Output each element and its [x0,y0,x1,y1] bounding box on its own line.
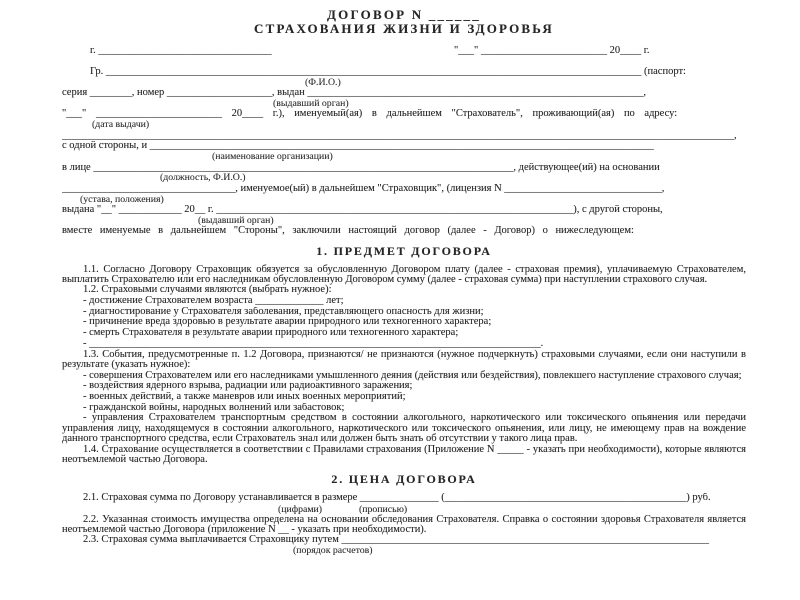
clause-1-3-item-nuclear: - воздействия ядерного взрыва, радиации или радиоактивного заражения; [83,381,413,392]
preamble-second-party-line: с одной стороны, и ________________________________________________________________________________________________ [62,141,654,152]
caption-issuing-authority-1: (выдавший орган) [273,99,349,109]
clause-1-3-item-intoxication: - управления Страхователем транспортным средством в состоянии алкогольного, наркотического или токсического опьянения или передачи управления лицу, находящемуся в состоянии алкогольного, наркотического или токсического опьянения, или лицу, не имеющему прав на вождение данного транспортного средства, если Страхователь знал или должен быть знать об отсутствии у такого лица прав. [62,412,746,445]
caption-amount-row [62,504,746,514]
city-blank-line: г. _________________________________ [90,45,272,56]
preamble-parties-paragraph: вместе именуемые в дальнейшем "Стороны", заключили настоящий договор (далее - Договор) о нижеследующем: [62,225,634,237]
clause-1-4: 1.4. Страхование осуществляется в соответствии с Правилами страхования (Приложение N _____ - указать при необходимости), которые являются неотъемлемой частью Договора. [62,443,746,466]
clause-1-2-item-diagnosis: - диагностирование у Страхователя заболевания, представляющего опасность для жизни; [83,306,484,317]
date-blank-line: "___" ________________________ 20____ г. [454,45,650,56]
clause-1-3-item-military: - военных действий, а также маневров или иных военных мероприятий; [83,391,406,402]
caption-in-words: (прописью) [359,504,408,516]
clause-1-2-item-injury: - причинение вреда здоровью в результате аварии природного или техногенного характера; [83,317,492,328]
caption-organization-name: (наименование организации) [212,152,333,163]
preamble-address-blank-line: ________________________________________________________________________________________________________________________________, [62,130,737,141]
clause-1-2-item-death: - смерть Страхователя в результате аварии природного или техногенного характера; [83,328,459,339]
document-subtitle: СТРАХОВАНИЯ ЖИЗНИ И ЗДОРОВЬЯ [254,21,554,36]
document-title: ДОГОВОР N ______ [327,7,481,22]
section-2-heading: 2. ЦЕНА ДОГОВОРА [331,472,477,487]
city-date-row [62,45,746,57]
clause-1-2: 1.2. Страховыми случаями являются (выбрать нужное): [83,284,332,296]
clause-1-3: 1.3. События, предусмотренные п. 1.2 Договора, признаются/ не признаются (нужное подчеркнуть) страховыми случаями, если они наступили в результате (указать нужное): [62,348,746,371]
clause-1-2-item-blank: - ______________________________________________________________________________________. [83,339,544,350]
clause-2-3: 2.3. Страховая сумма выплачивается Страховщику путем ______________________________________________________________________ [83,535,709,546]
preamble-citizen-line: Гр. ______________________________________________________________________________________________________ (паспорт: [90,67,686,77]
caption-issue-date: (дата выдачи) [92,120,150,131]
clause-1-3-item-intentional-act: - совершения Страхователем или его наследниками умышленного деяния (действия или бездействия), повлекшего наступление страхового случая; [83,369,742,381]
caption-in-digits: (цифрами) [278,504,323,516]
preamble-passport-line: серия ________, номер ____________________, выдан ________________________________________________________________, [62,88,647,99]
caption-settlement-order: (порядок расчетов) [293,546,373,557]
caption-issuing-authority-2: (выдавший орган) [198,215,274,226]
caption-charter: (устава, положения) [80,194,164,205]
clause-1-2-item-age: - достижение Страхователем возраста _____________ лет; [83,295,344,306]
clause-2-1: 2.1. Страховая сумма по Договору устанавливается в размере _______________ (______________________________________________) руб. [83,493,711,504]
contract-document-page [62,8,746,557]
preamble-issue-date-line: "___" ________________________ 20____ г.), именуемый(ая) в дальнейшем "Страхователь", проживающий(ая) по адресу: [62,109,678,120]
clause-2-2: 2.2. Указанная стоимость имущества определена на основании обследования Страхователя. Справка о состоянии здоровья Страхователя является неотъемлемой частью Договора (приложение N __ - указать при необходимости). [62,513,746,536]
clause-1-3-item-civil-war: - гражданской войны, народных волнений или забастовок; [83,402,345,413]
preamble-license-issued-line: выдана "__" ____________ 20__ г. ____________________________________________________________________), с другой стороны, [62,205,663,216]
section-1-heading: 1. ПРЕДМЕТ ДОГОВОРА [316,243,492,258]
preamble-insurer-license-line: _________________________________, именуемое(ый) в дальнейшем "Страховщик", (лицензия N ______________________________, [62,183,665,194]
caption-position-name: (должность, Ф.И.О.) [160,173,246,184]
clause-1-1: 1.1. Согласно Договору Страховщик обязуется за обусловленную Договором плату (далее - страховая премия), уплачиваемую Страхователем, выплатить Страхователю или его наследникам обусловленную Договором сумму (далее - страховая сумма) при наступлении страхового случая. [62,263,746,286]
caption-fio: (Ф.И.О.) [305,77,341,88]
preamble-represented-by-line: в лице ________________________________________________________________________________, действующее(ий) на основании [62,162,660,173]
